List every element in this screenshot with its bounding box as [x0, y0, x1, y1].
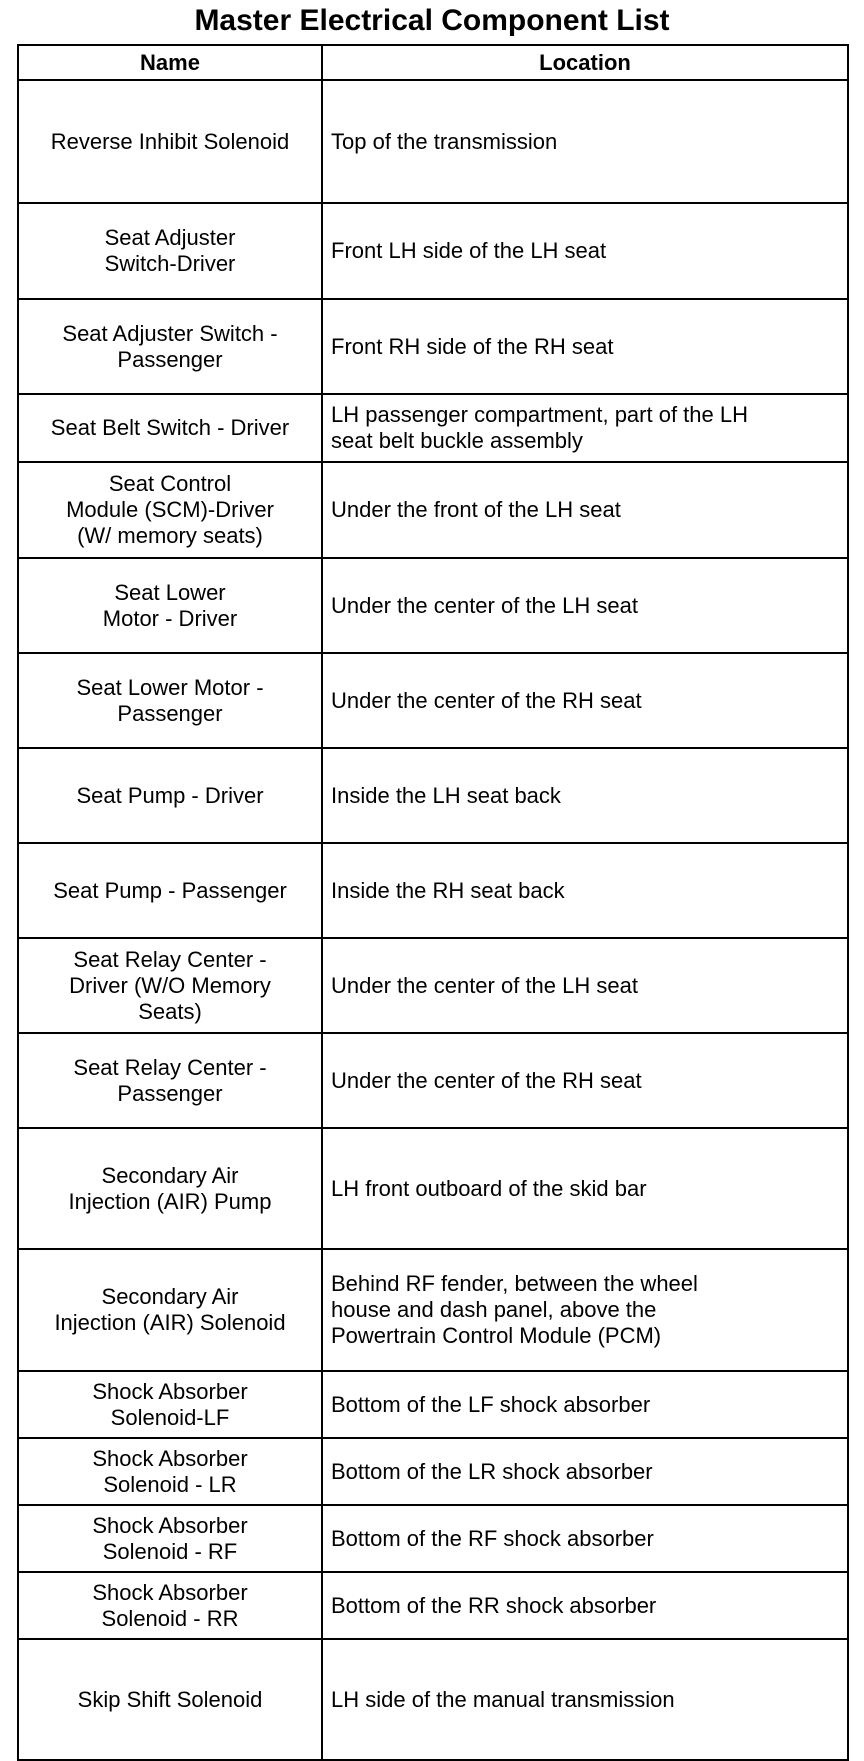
component-location: LH side of the manual transmission	[322, 1639, 848, 1760]
component-location: Under the front of the LH seat	[322, 462, 848, 558]
component-name: Seat Adjuster Switch-Driver	[18, 203, 322, 299]
component-location: Bottom of the RF shock absorber	[322, 1505, 848, 1572]
component-name: Seat Relay Center - Passenger	[18, 1033, 322, 1128]
table-header-row	[18, 45, 848, 80]
component-location: Front RH side of the RH seat	[322, 299, 848, 394]
component-location: Top of the transmission	[322, 80, 848, 203]
component-name: Seat Adjuster Switch - Passenger	[18, 299, 322, 394]
component-name: Skip Shift Solenoid	[18, 1639, 322, 1760]
table-row	[18, 394, 848, 462]
table-row	[18, 558, 848, 653]
table-row	[18, 1249, 848, 1371]
table-row	[18, 1639, 848, 1760]
component-location: Inside the RH seat back	[322, 843, 848, 938]
component-name: Shock Absorber Solenoid - RF	[18, 1505, 322, 1572]
component-location: Bottom of the RR shock absorber	[322, 1572, 848, 1639]
component-name: Shock Absorber Solenoid - RR	[18, 1572, 322, 1639]
table-row	[18, 653, 848, 748]
component-location: Under the center of the RH seat	[322, 1033, 848, 1128]
component-location: Bottom of the LR shock absorber	[322, 1438, 848, 1505]
component-location: LH front outboard of the skid bar	[322, 1128, 848, 1249]
component-location: Front LH side of the LH seat	[322, 203, 848, 299]
component-name: Reverse Inhibit Solenoid	[18, 80, 322, 203]
column-header-location: Location	[322, 45, 848, 80]
component-location: Under the center of the LH seat	[322, 938, 848, 1033]
component-location: LH passenger compartment, part of the LH seat belt buckle assembly	[322, 394, 848, 462]
component-name: Shock Absorber Solenoid - LR	[18, 1438, 322, 1505]
component-name: Seat Pump - Passenger	[18, 843, 322, 938]
component-name: Secondary Air Injection (AIR) Pump	[18, 1128, 322, 1249]
table-row	[18, 80, 848, 203]
table-row	[18, 938, 848, 1033]
table-row	[18, 203, 848, 299]
table-row	[18, 299, 848, 394]
column-header-name: Name	[18, 45, 322, 80]
component-location: Under the center of the RH seat	[322, 653, 848, 748]
component-location: Under the center of the LH seat	[322, 558, 848, 653]
table-row	[18, 843, 848, 938]
component-location: Inside the LH seat back	[322, 748, 848, 843]
component-name: Seat Pump - Driver	[18, 748, 322, 843]
component-name: Seat Lower Motor - Driver	[18, 558, 322, 653]
component-location: Bottom of the LF shock absorber	[322, 1371, 848, 1438]
component-name: Seat Relay Center - Driver (W/O Memory Seats)	[18, 938, 322, 1033]
component-name: Seat Belt Switch - Driver	[18, 394, 322, 462]
table-row	[18, 1371, 848, 1438]
component-table	[17, 44, 849, 1761]
component-name: Seat Control Module (SCM)-Driver (W/ memory seats)	[18, 462, 322, 558]
table-row	[18, 748, 848, 843]
table-row	[18, 462, 848, 558]
page-title: Master Electrical Component List	[194, 4, 670, 37]
component-location: Behind RF fender, between the wheel house and dash panel, above the Powertrain Control Module (PCM)	[322, 1249, 848, 1371]
table-row	[18, 1438, 848, 1505]
component-name: Seat Lower Motor - Passenger	[18, 653, 322, 748]
table-row	[18, 1033, 848, 1128]
table-row	[18, 1505, 848, 1572]
table-row	[18, 1572, 848, 1639]
component-name: Shock Absorber Solenoid-LF	[18, 1371, 322, 1438]
table-row	[18, 1128, 848, 1249]
component-name: Secondary Air Injection (AIR) Solenoid	[18, 1249, 322, 1371]
